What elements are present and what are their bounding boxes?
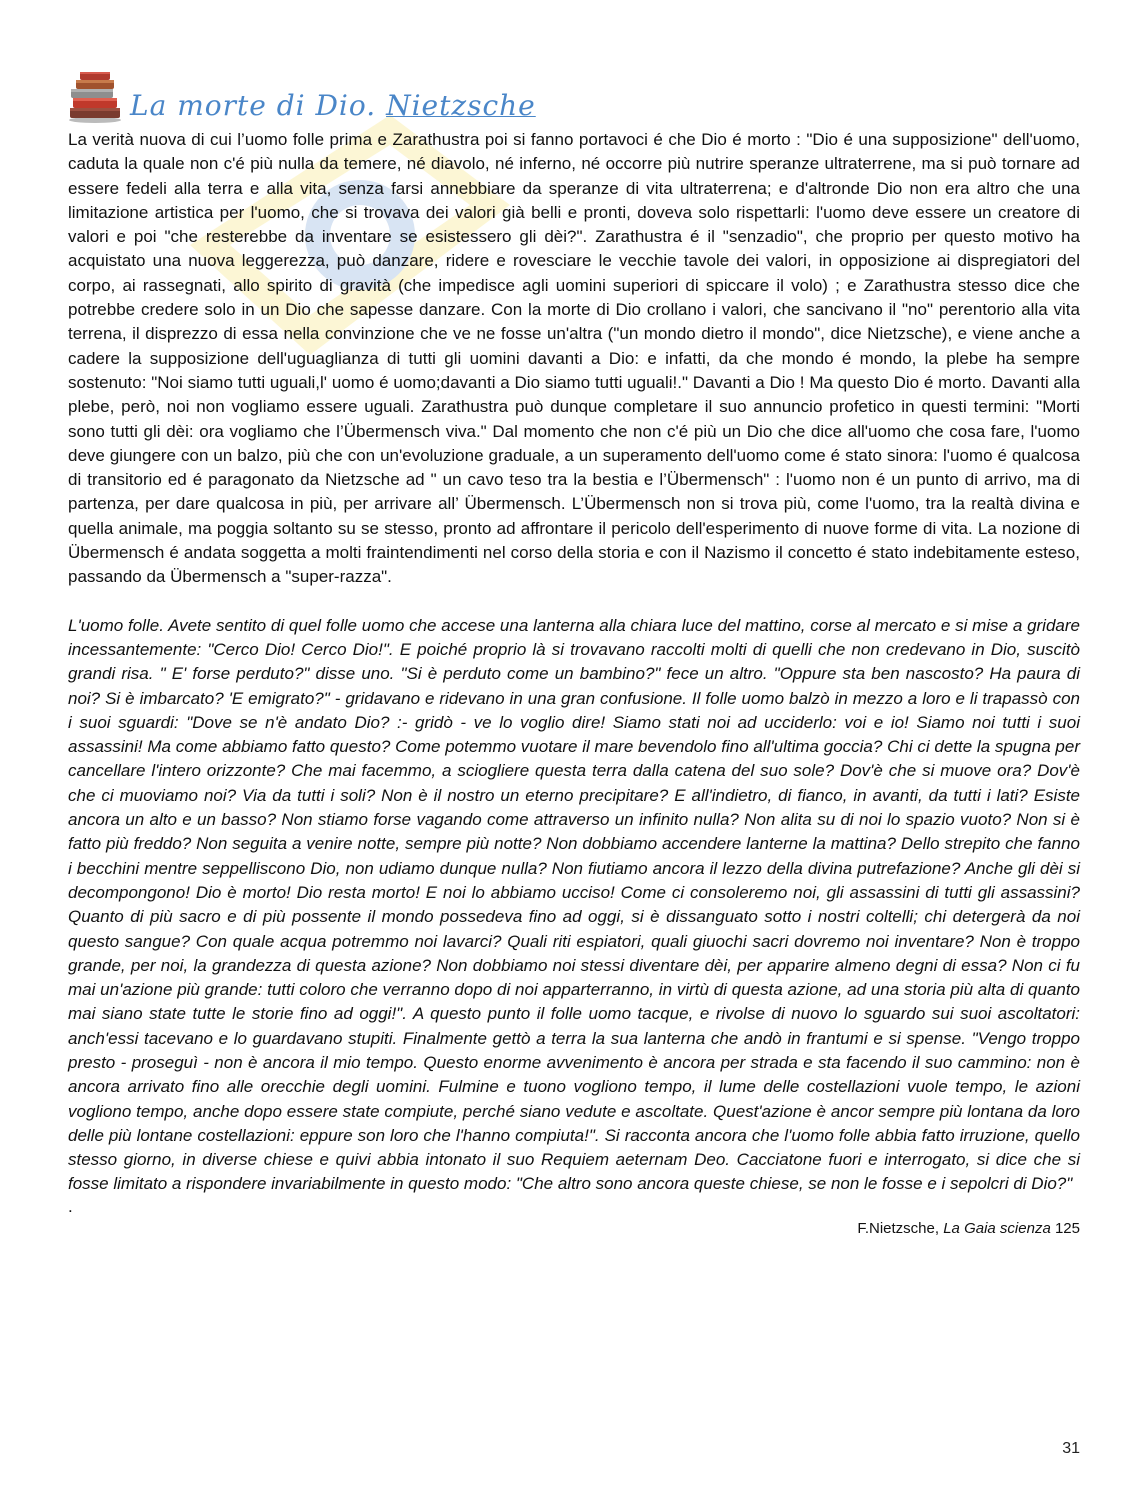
citation-section: 125 <box>1050 1219 1080 1237</box>
citation-author: F.Nietzsche, <box>857 1219 944 1237</box>
citation <box>68 1219 1080 1239</box>
page-header <box>66 68 536 124</box>
title-name: Nietzsche <box>386 89 536 122</box>
title-main: La morte di Dio. <box>130 89 377 122</box>
main-content <box>68 128 1080 1239</box>
page-number: 31 <box>1062 1440 1080 1457</box>
books-icon <box>66 68 124 124</box>
body-paragraph: La verità nuova di cui l’uomo folle prima e Zarathustra poi si fanno portavoci é che Dio é morto : "Dio é una supposizione" dell'uomo, caduta la quale non c'é più nulla da temere, né diavolo, né inferno, né occorre più nutrire speranze ultraterrene, ma si può tornare ad essere fedeli alla terra e alla vita, senza farsi annebbiare da speranze di vita ultraterrena; e d'altronde Dio non era altro che una limitazione artistica per l'uomo, che si trovava dei valori già belli e pronti, doveva solo rispettarli: l'uomo deve essere un creatore di valori e poi "che resterebbe da inventare se esistessero gli dèi?". Zarathustra é il "senzadio", che proprio per questo motivo ha acquistato una nuova leggerezza, può danzare, ridere e rovesciare le vecchie tavole dei valori, in opposizione ai dispregiatori del corpo, ai rassegnati, allo spirito di gravità (che impedisce agli uomini superiori di spiccare il volo) ; e Zarathustra stesso dice che potrebbe credere solo in un Dio che sapesse danzare. Con la morte di Dio crollano i valori, che sancivano il "no" perentorio alla vita terrena, il disprezzo di essa nella convinzione che ve ne fosse un'altra ("un mondo dietro il mondo", dice Nietzsche), e viene anche a cadere la supposizione dell'uguaglianza di tutti gli uomini davanti a Dio: e infatti, da che mondo é mondo, la plebe ha sempre sostenuto: "Noi siamo tutti uguali,l' uomo é uomo;davanti a Dio siamo tutti uguali!." Davanti a Dio ! Ma questo Dio é morto. Davanti alla plebe, però, noi non vogliamo essere uguali. Zarathustra può dunque completare il suo annuncio profetico in questi termini: "Morti sono tutti gli dèi: ora vogliamo che l’Übermensch viva." Dal momento che non c'é più un Dio che dice all'uomo che cosa fare, l'uomo deve giungere con un balzo, più che con un'evoluzione graduale, a un superamento dell'uomo come é stato sinora: l'uomo é qualcosa di transitorio ed é paragonato da Nietzsche ad " un cavo teso tra la bestia e l’Übermensch" : l'uomo non é un punto di arrivo, ma di partenza, per dare qualcosa in più, per arrivare all’ Übermensch. L’Übermensch non si trova più, come l'uomo, tra la realtà divina e quella animale, ma poggia soltanto su se stesso, pronto ad affrontare il pericolo dell'esperimento di nuove forme di vita. La nozione di Übermensch é andata soggetta a molti fraintendimenti nel corso della storia e con il Nazismo il concetto é stato indebitamente esteso, passando da Übermensch a "super-razza". <box>68 130 1080 587</box>
citation-work: La Gaia scienza <box>943 1219 1051 1237</box>
page-title <box>130 89 536 122</box>
quote-paragraph: L'uomo folle. Avete sentito di quel folle uomo che accese una lanterna alla chiara luce del mattino, corse al mercato e si mise a gridare incessantemente: "Cerco Dio! Cerco Dio!". E poiché proprio là si trovavano raccolti molti di quelli che non credevano in Dio, suscitò grandi risa. " E' forse perduto?" disse uno. "Si è perduto come un bambino?" fece un altro. "Oppure sta ben nascosto? Ha paura di noi? Si è imbarcato? 'E emigrato?" - gridavano e ridevano in una gran confusione. Il folle uomo balzò in mezzo a loro e li trapassò con i suoi sguardi: "Dove se n'è andato Dio? :- gridò - ve lo voglio dire! Siamo stati noi ad ucciderlo: voi e io! Siamo noi tutti i suoi assassini! Ma come abbiamo fatto questo? Come potemmo vuotare il mare bevendolo fino all'ultima goccia? Chi ci dette la spugna per cancellare l'intero orizzonte? Che mai facemmo, a sciogliere questa terra dalla catena del suo sole? Dov'è che si muove ora? Dov'è che ci muoviamo noi? Via da tutti i soli? Non è il nostro un eterno precipitare? E all'indietro, di fianco, in avanti, da tutti i lati? Esiste ancora un alto e un basso? Non stiamo forse vagando come attraverso un infinito nulla? Non alita su di noi lo spazio vuoto? Non si è fatto più freddo? Non seguita a venire notte, sempre più notte? Non dobbiamo accendere lanterne la mattina? Dello strepito che fanno i becchini mentre seppelliscono Dio, non udiamo dunque nulla? Non fiutiamo ancora il lezzo della divina putrefazione? Anche gli dèi si decompongono! Dio è morto! Dio resta morto! E noi lo abbiamo ucciso! Come ci consoleremo noi, gli assassini di tutti gli assassini? Quanto di più sacro e di più possente il mondo possedeva fino ad oggi, si è dissanguato sotto i nostri coltelli; chi detergerà da noi questo sangue? Con quale acqua potremmo noi lavarci? Quali riti espiatori, quali giuochi sacri dovremo noi inventare? Non è troppo grande, per noi, la grandezza di questa azione? Non dobbiamo noi stessi diventare dèi, per apparire almeno degni di essa? Non ci fu mai un'azione più grande: tutti coloro che verranno dopo di noi apparterranno, in virtù di questa azione, ad una storia più alta di quanto mai siano state tutte le storie fino ad oggi!". A questo punto il folle uomo tacque, e rivolse di nuovo lo sguardo sui suoi ascoltatori: anch'essi tacevano e lo guardavano stupiti. Finalmente gettò a terra la sua lanterna che andò in frantumi e si spense. "Vengo troppo presto - proseguì - non è ancora il mio tempo. Questo enorme avvenimento è ancora per strada e sta facendo il suo cammino: non è ancora arrivato fino alle orecchie degli uomini. Fulmine e tuono vogliono tempo, il lume delle costellazioni vuole tempo, le azioni vogliono tempo, anche dopo essere state compiute, perché siano vedute e ascoltate. Quest'azione è ancor sempre più lontana da loro delle più lontane costellazioni: eppure son loro che l'hanno compiuta!". Si racconta ancora che l'uomo folle abbia fatto irruzione, quello stesso giorno, in diverse chiese e quivi abbia intonato il suo Requiem aeternam Deo. Cacciatone fuori e interrogato, si dice che si fosse limitato a rispondere invariabilmente in questo modo: "Che altro sono ancora queste chiese, se non le fosse e i sepolcri di Dio?" <box>68 615 1080 1194</box>
trailing-dot: . <box>68 1196 73 1216</box>
